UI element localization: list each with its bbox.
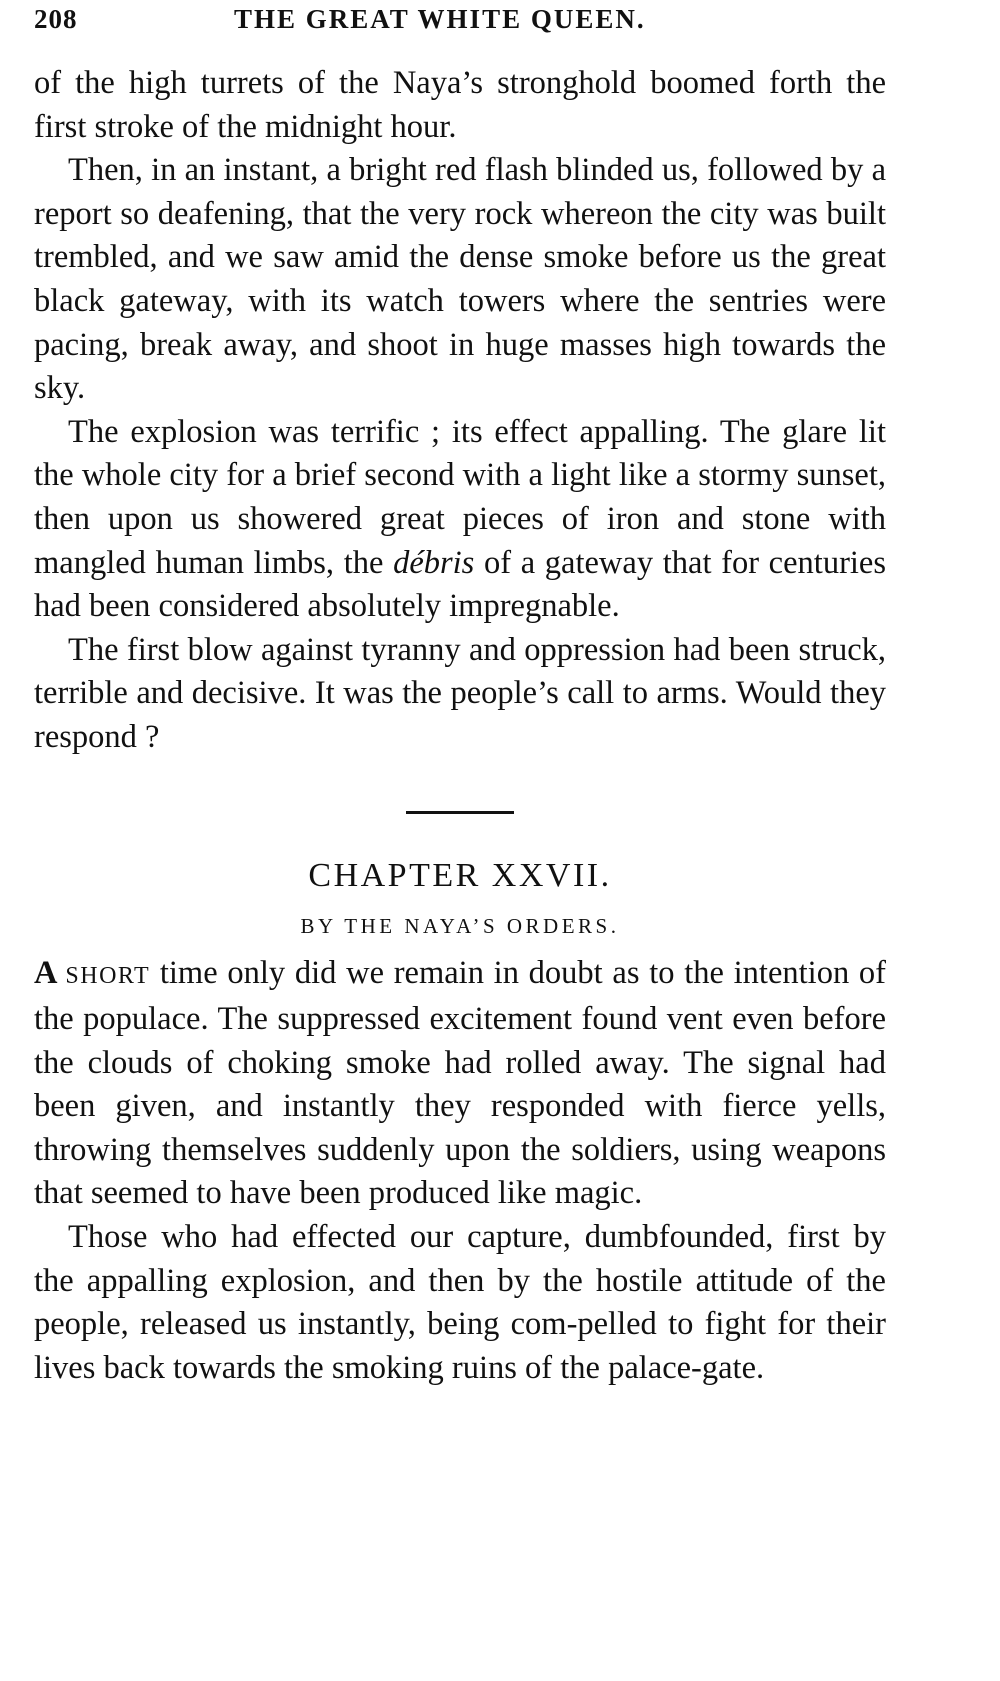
body-text	[34, 62, 886, 1390]
paragraph-continuation: of the high turrets of the Naya’s stronghold boomed forth the first stroke of the midnight hour.	[34, 65, 886, 145]
paragraph-capture-released: Those who had effected our capture, dumbfounded, first by the appalling explosion, and then by the hostile attitude of the people, released us instantly, being com-pelled to fight for their lives back towards the smoking ruins of the palace-gate.	[34, 1219, 886, 1386]
chapter-title: CHAPTER XXVII.	[308, 856, 612, 894]
running-title: THE GREAT WHITE QUEEN.	[234, 4, 646, 34]
paragraph-explosion-flash: Then, in an instant, a bright red flash blinded us, followed by a report so deafening, that the very rock whereon the city was built trembled, and we saw amid the dense smoke before us the great black gateway, with its watch towers where the sentries were pacing, break away, and shoot in huge masses high towards the sky.	[34, 152, 886, 407]
chapter-subtitle: BY THE NAYA’S ORDERS.	[300, 913, 620, 938]
paragraph-chapter-opening	[34, 952, 886, 1217]
drop-letter: A	[34, 954, 66, 991]
paragraph-explosion-effect	[34, 411, 886, 629]
running-head	[34, 4, 890, 44]
paragraph-call-to-arms: The first blow against tyranny and oppression had been struck, terrible and decisive. It was the people’s call to arms. Would they respond ?	[34, 631, 886, 755]
paragraph-text: of a gateway that for centuries had been considered absolutely impregnable.	[34, 544, 886, 625]
section-divider	[406, 811, 514, 814]
paragraph-text: time only did we remain in doubt as to the intention of the populace. The suppressed excitement found vent even before the clouds of choking smoke had rolled away. The signal had been given, and instantly they responded with fierce yells, throwing themselves suddenly upon the soldiers, using weapons that seemed to have been produced like magic.	[34, 954, 886, 1212]
page-number: 208	[34, 4, 78, 34]
paragraph-text: The explosion was terrific ; its effect appalling. The glare lit the whole city for a brief second with a light like a stormy sunset, then upon us showered great pieces of iron and stone with mangled human limbs, the	[34, 413, 887, 581]
small-caps-lead: SHORT	[65, 962, 151, 989]
italic-word-debris: débris	[393, 544, 475, 581]
